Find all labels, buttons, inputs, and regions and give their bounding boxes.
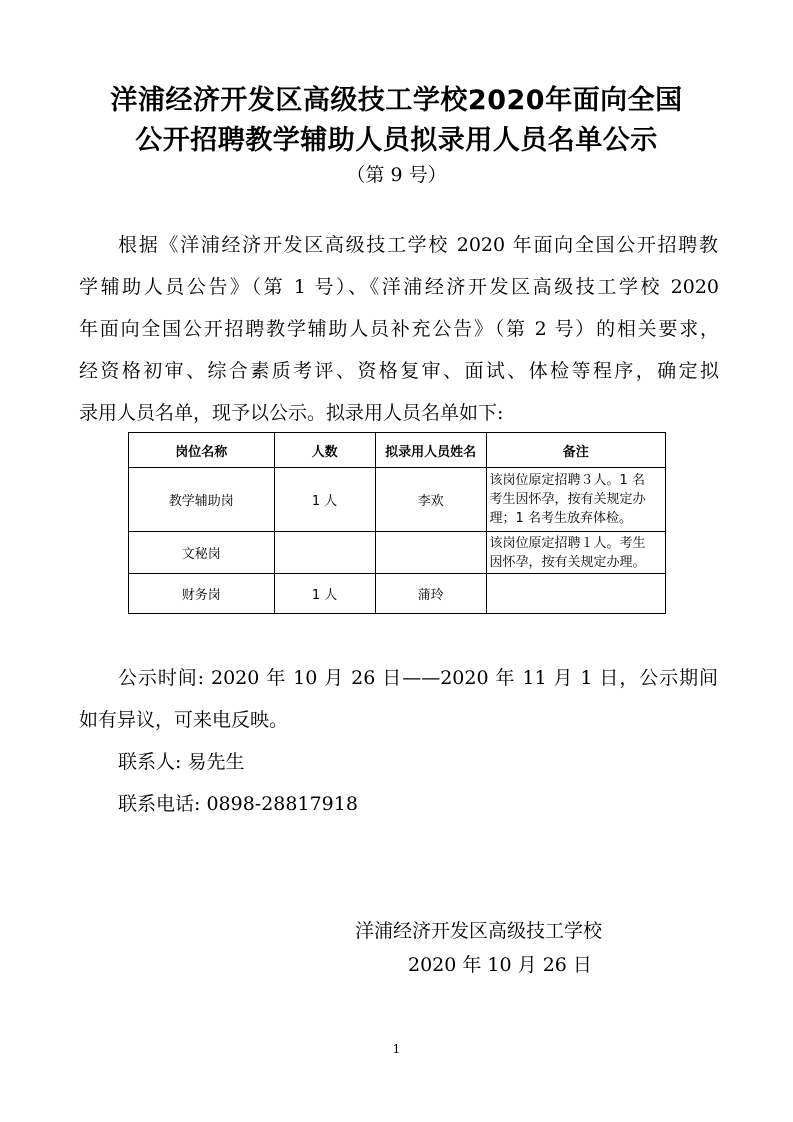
table-header-row xyxy=(129,433,666,468)
title-line-2: 公开招聘教学辅助人员拟录用人员名单公示 xyxy=(135,125,658,156)
cell-note xyxy=(486,532,665,574)
cell-name: 蒲玲 xyxy=(375,574,486,614)
cell-name: 李欢 xyxy=(375,468,486,532)
note-line: 该岗位原定招聘１人。考生 xyxy=(489,535,646,551)
header-note: 备注 xyxy=(486,433,665,468)
page-number: 1 xyxy=(392,1042,401,1056)
signature-organization: 洋浦经济开发区高级技工学校 xyxy=(355,920,603,942)
cell-post: 文秘岗 xyxy=(129,532,275,574)
contact-phone: 联系电话: 0898-28817918 xyxy=(118,793,358,815)
intro-line-4: 经资格初审、综合素质考评、资格复审、面试、体检等程序，确定拟 xyxy=(79,360,719,382)
header-post: 岗位名称 xyxy=(129,433,275,468)
note-line: 因怀孕，按有关规定办理。 xyxy=(489,554,646,570)
cell-count: 1 人 xyxy=(274,574,375,614)
intro-line-5: 录用人员名单，现予以公示。拟录用人员名单如下: xyxy=(79,402,504,424)
note-line: 该岗位原定招聘３人。1 名 xyxy=(489,473,645,488)
signature-date: 2020 年 10 月 26 日 xyxy=(408,954,592,976)
table-row xyxy=(129,532,666,574)
note-line: 考生因怀孕，按有关规定办 xyxy=(489,492,646,507)
header-name: 拟录用人员姓名 xyxy=(375,433,486,468)
cell-post: 教学辅助岗 xyxy=(129,468,275,532)
intro-line-2: 学辅助人员公告》（第 1 号）、《洋浦经济开发区高级技工学校 2020 xyxy=(79,276,719,298)
header-count: 人数 xyxy=(274,433,375,468)
document-number: （第 9 号） xyxy=(346,164,447,186)
table-row xyxy=(129,468,666,532)
title-line-1: 洋浦经济开发区高级技工学校2020年面向全国 xyxy=(110,85,683,116)
intro-line-3: 年面向全国公开招聘教学辅助人员补充公告》（第 2 号）的相关要求， xyxy=(79,318,719,340)
notice-period-line-1: 公示时间: 2020 年 10 月 26 日——2020 年 11 月 1 日，公示期间 xyxy=(118,667,718,689)
cell-count: 1 人 xyxy=(274,468,375,532)
note-line: 理；1 名考生放弃体检。 xyxy=(489,511,632,526)
cell-count xyxy=(274,532,375,574)
intro-line-1: 根据《洋浦经济开发区高级技工学校 2020 年面向全国公开招聘教 xyxy=(118,234,718,256)
notice-period-line-2: 如有异议，可来电反映。 xyxy=(79,709,289,731)
cell-note xyxy=(486,468,665,532)
contact-person: 联系人: 易先生 xyxy=(118,751,245,773)
cell-post: 财务岗 xyxy=(129,574,275,614)
table-row xyxy=(129,574,666,614)
cell-name xyxy=(375,532,486,574)
cell-note xyxy=(486,574,665,614)
candidate-table xyxy=(128,432,666,614)
